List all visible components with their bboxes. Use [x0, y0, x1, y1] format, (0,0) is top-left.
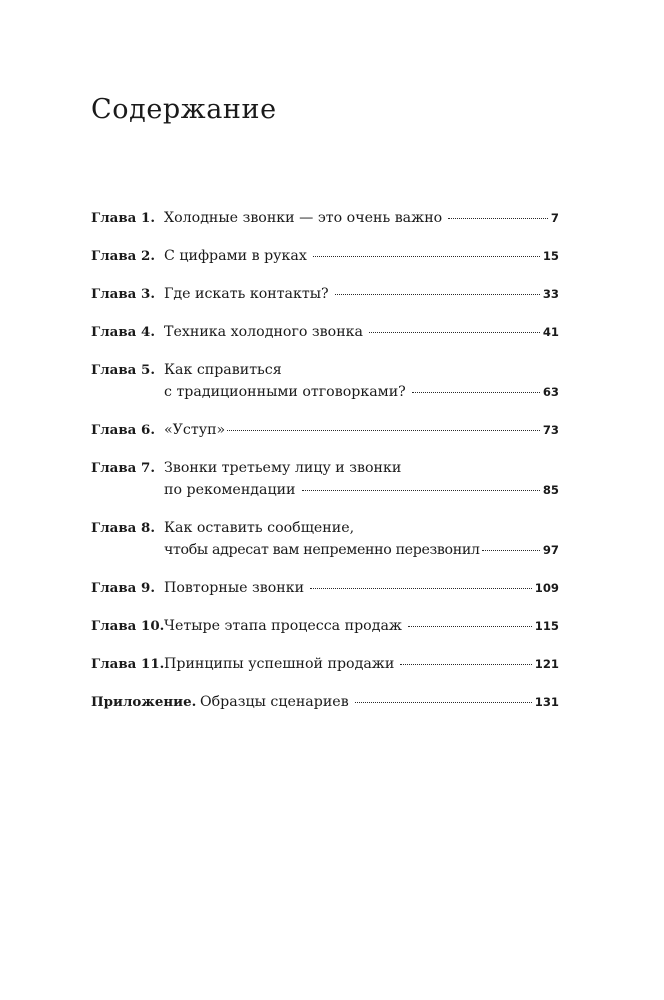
chapter-label: Глава 1.	[91, 210, 155, 226]
dot-leader	[408, 626, 532, 627]
page-number: 7	[550, 211, 559, 225]
dot-leader	[482, 550, 540, 551]
toc-entry-chapter-10[interactable]	[91, 615, 559, 637]
chapter-title: Где искать контакты?	[164, 286, 329, 302]
chapter-label: Глава 4.	[91, 324, 155, 340]
page-title: Содержание	[91, 94, 277, 125]
dot-leader	[335, 294, 540, 295]
page-number: 131	[534, 695, 559, 709]
dot-leader	[448, 218, 548, 219]
page-number: 15	[542, 249, 559, 263]
page-number: 73	[542, 423, 559, 437]
dot-leader	[302, 490, 540, 491]
page-number: 41	[542, 325, 559, 339]
appendix-title: Образцы сценариев	[200, 694, 349, 710]
chapter-label: Глава 7.	[91, 460, 155, 476]
dot-leader	[227, 430, 540, 431]
chapter-title: С цифрами в руках	[164, 248, 307, 264]
appendix-label: Приложение.	[91, 694, 197, 710]
chapter-label: Глава 10.	[91, 618, 165, 634]
chapter-title-line-1: Как оставить сообщение,	[164, 520, 355, 536]
chapter-title-line-1: Как справиться	[164, 362, 282, 378]
chapter-title: «Уступ»	[164, 422, 226, 438]
dot-leader	[313, 256, 540, 257]
dot-leader	[355, 702, 532, 703]
dot-leader	[400, 664, 532, 665]
page-number: 115	[534, 619, 559, 633]
chapter-title: Техника холодного звонка	[164, 324, 363, 340]
dot-leader	[310, 588, 532, 589]
page-number: 85	[542, 483, 559, 497]
chapter-title: Повторные звонки	[164, 580, 305, 596]
chapter-label: Глава 9.	[91, 580, 155, 596]
toc-entry-chapter-6[interactable]	[91, 419, 559, 441]
page-number: 63	[542, 385, 559, 399]
toc-entry-appendix[interactable]	[91, 691, 559, 713]
chapter-title-line-2: по рекомендации	[164, 482, 296, 498]
chapter-label: Глава 11.	[91, 656, 165, 672]
page-number: 97	[542, 543, 559, 557]
dot-leader	[412, 392, 540, 393]
chapter-label: Глава 8.	[91, 520, 155, 536]
toc-entry-chapter-2[interactable]	[91, 245, 559, 267]
chapter-title: Четыре этапа процесса продаж	[164, 618, 402, 634]
page-number: 121	[534, 657, 559, 671]
toc-entry-chapter-3[interactable]	[91, 283, 559, 305]
chapter-label: Глава 6.	[91, 422, 155, 438]
toc-entry-chapter-8[interactable]	[91, 517, 559, 561]
chapter-title-line-2: чтобы адресат вам непременно перезвонил	[164, 542, 480, 558]
table-of-contents	[91, 207, 559, 729]
chapter-title-line-2: с традиционными отговорками?	[164, 384, 406, 400]
toc-entry-chapter-9[interactable]	[91, 577, 559, 599]
page-number: 109	[534, 581, 559, 595]
page-number: 33	[542, 287, 559, 301]
toc-entry-chapter-1[interactable]	[91, 207, 559, 229]
chapter-label: Глава 2.	[91, 248, 155, 264]
toc-entry-chapter-7[interactable]	[91, 457, 559, 501]
toc-entry-chapter-5[interactable]	[91, 359, 559, 403]
dot-leader	[369, 332, 540, 333]
chapter-label: Глава 5.	[91, 362, 155, 378]
chapter-label: Глава 3.	[91, 286, 155, 302]
chapter-title: Холодные звонки — это очень важно	[164, 210, 443, 226]
chapter-title-line-1: Звонки третьему лицу и звонки	[164, 460, 402, 476]
toc-entry-chapter-4[interactable]	[91, 321, 559, 343]
toc-entry-chapter-11[interactable]	[91, 653, 559, 675]
chapter-title: Принципы успешной продажи	[164, 656, 395, 672]
